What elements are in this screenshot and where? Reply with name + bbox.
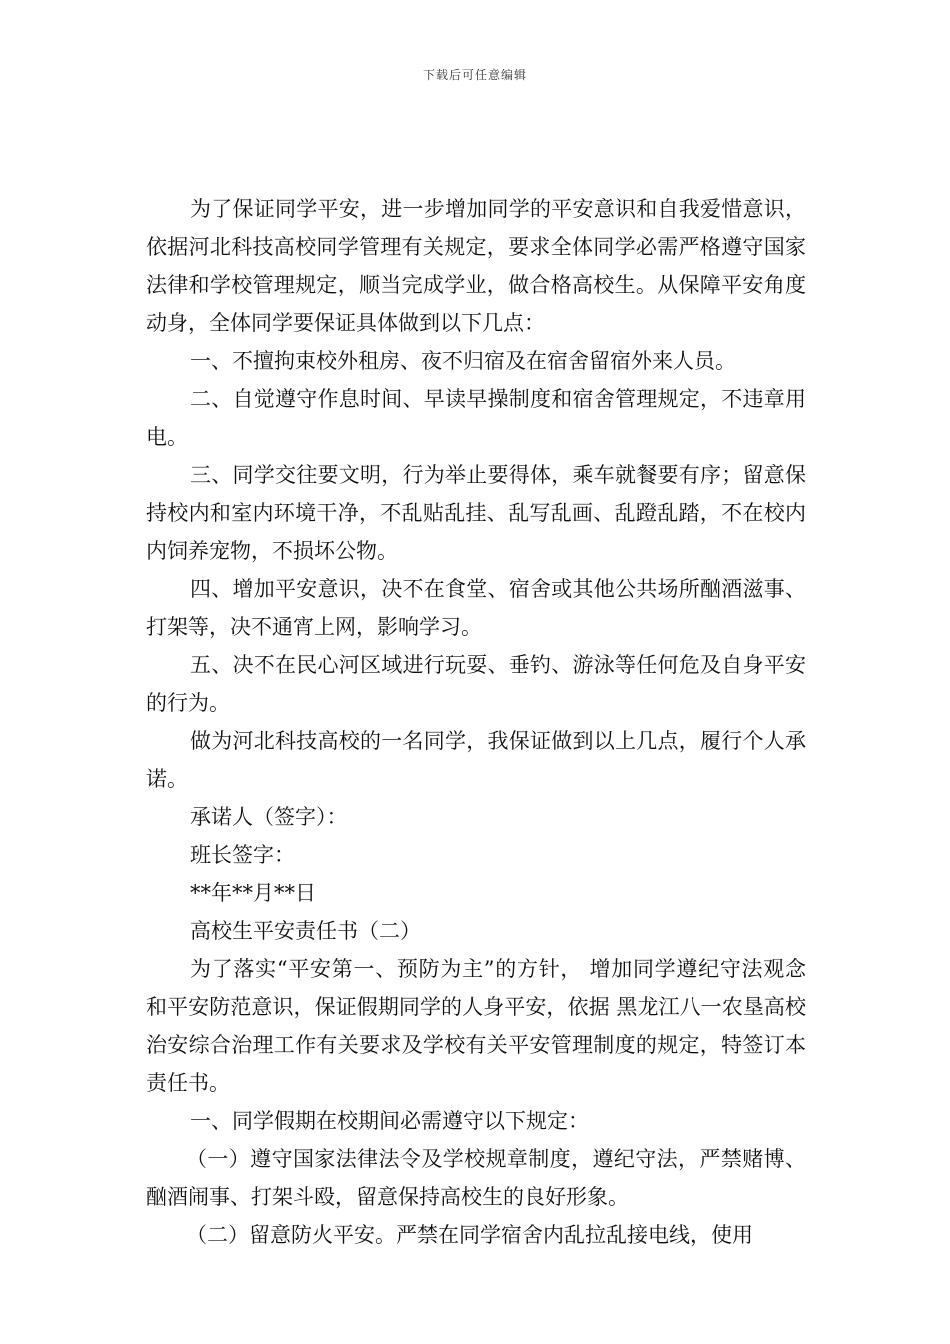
rule-1: 一、不擅拘束校外租房、夜不归宿及在宿舍留宿外来人员。 — [190, 349, 736, 373]
section-2-rule-heading: 一、同学假期在校期间必需遵守以下规定： — [190, 1109, 589, 1133]
monitor-signature-label: 班长签字： — [190, 843, 295, 867]
date-line: **年**月**日 — [190, 881, 316, 905]
signer-label: 承诺人（签字）： — [190, 805, 348, 829]
rule-4: 四、增加平安意识，决不在食堂、宿舍或其他公共场所酗酒滋事、打架等，决不通宵上网，影响学习。 — [146, 577, 806, 639]
page-header-note: 下载后可任意编辑 — [422, 68, 527, 82]
section-2-intro: 为了落实“平安第一、预防为主”的方针， 增加同学遵纪守法观念和平安防范意识，保证假期同学的人身平安，依据 黑龙江八一农垦高校 治安综合治理工作有关要求及学校有关平安管理制度的规定，特签订本责任书。 — [146, 957, 806, 1095]
intro-paragraph: 为了保证同学平安，进一步增加同学的平安意识和自我爱惜意识，依据河北科技高校同学管理有关规定，要求全体同学必需严格遵守国家法律和学校管理规定，顺当完成学业，做合格高校生。从保障平安角度动身，全体同学要保证具体做到以下几点： — [146, 197, 806, 335]
pledge-paragraph: 做为河北科技高校的一名同学，我保证做到以上几点，履行个人承诺。 — [146, 729, 806, 791]
rule-3: 三、同学交往要文明，行为举止要得体，乘车就餐要有序；留意保持校内和室内环境干净，不乱贴乱挂、乱写乱画、乱蹬乱踏，不在校内内饲养宠物，不损坏公物。 — [146, 463, 806, 563]
section-title: 高校生平安责任书（二） — [190, 919, 421, 943]
rule-2: 二、自觉遵守作息时间、早读早操制度和宿舍管理规定，不违章用电。 — [146, 387, 806, 449]
section-2-item-2: （二）留意防火平安。严禁在同学宿舍内乱拉乱接电线，使用 — [186, 1223, 753, 1247]
document-body — [146, 190, 806, 1254]
section-2-item-1: （一）遵守国家法律法令及学校规章制度，遵纪守法，严禁赌博、酗酒闹事、打架斗殴，留意保持高校生的良好形象。 — [146, 1147, 806, 1209]
rule-5: 五、决不在民心河区域进行玩耍、垂钓、游泳等任何危及自身平安的行为。 — [146, 653, 806, 715]
